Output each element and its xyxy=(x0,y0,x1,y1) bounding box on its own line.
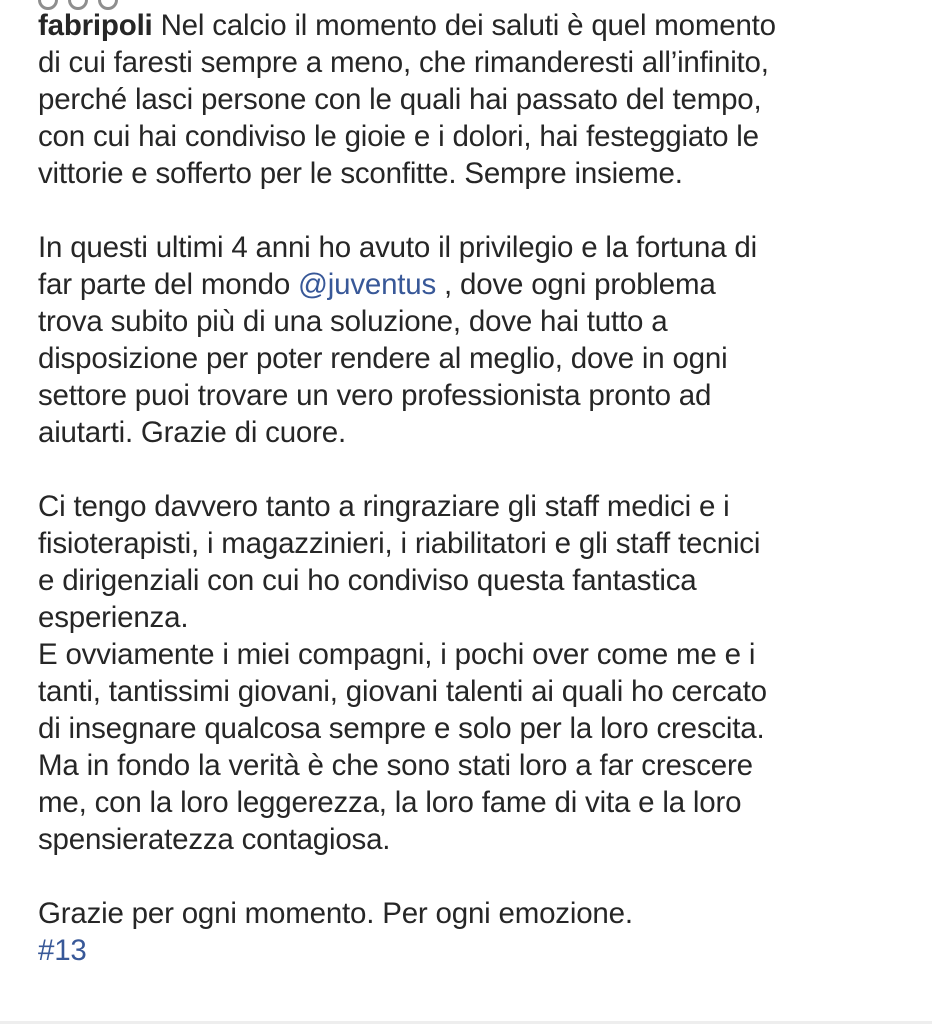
caption-text: , dove ogni problema xyxy=(436,268,716,301)
caption-line: vittorie e sofferto per le sconfitte. Sempre insieme. xyxy=(38,157,683,190)
caption-line: Ci tengo davvero tanto a ringraziare gli staff medici e i xyxy=(38,490,730,523)
caption-line: perché lasci persone con le quali hai passato del tempo, xyxy=(38,83,762,116)
caption-line: di insegnare qualcosa sempre e solo per la loro crescita. xyxy=(38,712,765,745)
caption-line xyxy=(38,266,918,303)
caption-line: me, con la loro leggerezza, la loro fame di vita e la loro xyxy=(38,786,742,819)
caption-line: fisioterapisti, i magazzinieri, i riabilitatori e gli staff tecnici xyxy=(38,527,761,560)
caption-paragraph-2 xyxy=(38,229,918,451)
caption-line: di cui faresti sempre a meno, che rimanderesti all’infinito, xyxy=(38,46,769,79)
caption-line: tanti, tantissimi giovani, giovani talenti ai quali ho cercato xyxy=(38,675,767,708)
mention-link[interactable]: @juventus xyxy=(298,268,437,301)
caption-line: settore puoi trovare un vero professionista pronto ad xyxy=(38,379,712,412)
caption-line: Ma in fondo la verità è che sono stati loro a far crescere xyxy=(38,749,753,782)
caption-line: esperienza. xyxy=(38,601,189,634)
caption-line: spensieratezza contagiosa. xyxy=(38,823,391,856)
caption-line xyxy=(38,7,918,44)
hashtag-link[interactable]: #13 xyxy=(38,934,87,967)
caption-text: Nel calcio il momento dei saluti è quel momento xyxy=(160,9,776,42)
paragraph-spacer xyxy=(38,858,918,895)
caption-line: aiutarti. Grazie di cuore. xyxy=(38,416,346,449)
caption-text: far parte del mondo xyxy=(38,268,299,301)
paragraph-spacer xyxy=(38,451,918,488)
caption-line: disposizione per poter rendere al meglio, dove in ogni xyxy=(38,342,728,375)
post-caption xyxy=(38,7,918,969)
caption-line: Grazie per ogni momento. Per ogni emozione. xyxy=(38,897,633,930)
caption-paragraph-1 xyxy=(38,7,918,192)
caption-line: e dirigenziali con cui ho condiviso questa fantastica xyxy=(38,564,697,597)
caption-line: con cui hai condiviso le gioie e i dolori, hai festeggiato le xyxy=(38,120,759,153)
hashtag-line xyxy=(38,932,918,969)
caption-line: E ovviamente i miei compagni, i pochi over come me e i xyxy=(38,638,756,671)
caption-paragraph-3 xyxy=(38,488,918,858)
paragraph-spacer xyxy=(38,192,918,229)
username-link[interactable]: fabripoli xyxy=(38,9,153,42)
caption-line: In questi ultimi 4 anni ho avuto il privilegio e la fortuna di xyxy=(38,231,757,264)
caption-line: trova subito più di una soluzione, dove hai tutto a xyxy=(38,305,668,338)
caption-paragraph-4 xyxy=(38,895,918,932)
